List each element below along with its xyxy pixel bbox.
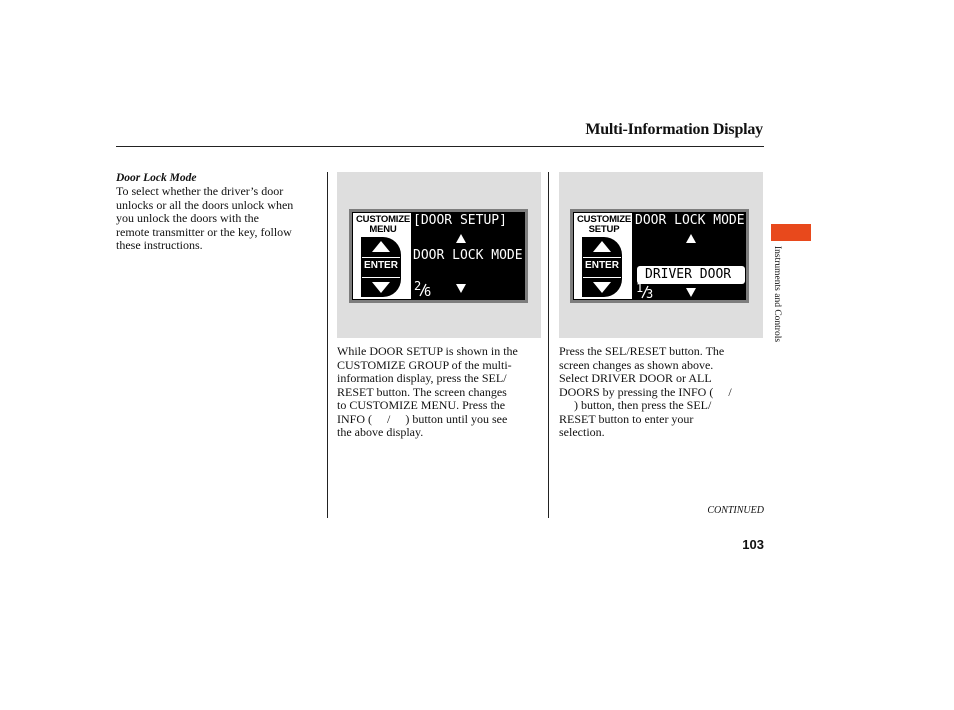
text-line: to CUSTOMIZE MENU. Press the [337, 398, 506, 412]
text-line: you unlock the doors with the [116, 211, 259, 225]
menu-label: CUSTOMIZE [577, 214, 631, 225]
text-line: CUSTOMIZE GROUP of the multi- [337, 357, 512, 372]
page-fraction-denominator: 3 [646, 287, 654, 301]
lcd-line-2: DOOR LOCK MODE [413, 248, 523, 263]
text-line: DOORS by pressing the INFO ( / [559, 384, 732, 399]
enter-label: ENTER [364, 260, 398, 271]
lcd-line-1: DOOR LOCK MODE [635, 213, 745, 228]
text-line: screen changes as shown above. [559, 357, 714, 372]
instruction-paragraph-2 [559, 345, 767, 440]
text-line: Select DRIVER DOOR or ALL [559, 371, 712, 385]
page-fraction-numerator: 1 [636, 281, 644, 295]
down-arrow-icon [456, 284, 466, 293]
up-arrow-icon [370, 240, 392, 253]
text-line: remote transmitter or the key, follow [116, 224, 292, 239]
text-line: selection. [559, 425, 605, 439]
enter-label: ENTER [585, 260, 619, 271]
page-title: Multi-Information Display [585, 121, 763, 138]
header-rule [116, 146, 764, 147]
section-side-label [768, 246, 788, 376]
up-arrow-icon [456, 234, 466, 243]
column-divider [327, 172, 328, 518]
continued-label: CONTINUED [707, 505, 764, 516]
text-line: RESET button. The screen changes [337, 384, 507, 399]
lcd-selected-option: DRIVER DOOR [645, 267, 732, 282]
lcd-line-1: [DOOR SETUP] [413, 213, 507, 228]
text-line: Press the SEL/RESET button. The [559, 344, 725, 358]
text-line: unlocks or all the doors unlock when [116, 197, 294, 212]
section-side-label-text: Instruments and Controls [772, 246, 782, 343]
down-arrow-icon [686, 288, 696, 297]
menu-label: SETUP [588, 224, 620, 235]
page-number: 103 [742, 537, 764, 552]
text-line: the above display. [337, 425, 424, 439]
text-line: INFO ( / ) button until you see [337, 411, 508, 426]
down-arrow-icon [370, 281, 392, 294]
menu-label: MENU [369, 224, 397, 235]
text-line: ) button, then press the SEL/ [559, 398, 712, 412]
text-line: While DOOR SETUP is shown in the [337, 344, 518, 358]
section-heading: Door Lock Mode [116, 172, 197, 184]
column-divider [548, 172, 549, 518]
intro-paragraph [116, 185, 322, 253]
text-line: information display, press the SEL/ [337, 371, 507, 385]
menu-label: CUSTOMIZE [356, 214, 410, 225]
page-fraction-denominator: 6 [424, 285, 432, 299]
text-line: these instructions. [116, 238, 203, 252]
up-arrow-icon [591, 240, 613, 253]
text-line: To select whether the driver’s door [116, 184, 284, 198]
page-fraction-numerator: 2 [414, 279, 422, 293]
text-line: RESET button to enter your [559, 411, 694, 426]
down-arrow-icon [591, 281, 613, 294]
up-arrow-icon [686, 234, 696, 243]
section-tab-marker [771, 224, 811, 241]
instruction-paragraph-1 [337, 345, 545, 440]
